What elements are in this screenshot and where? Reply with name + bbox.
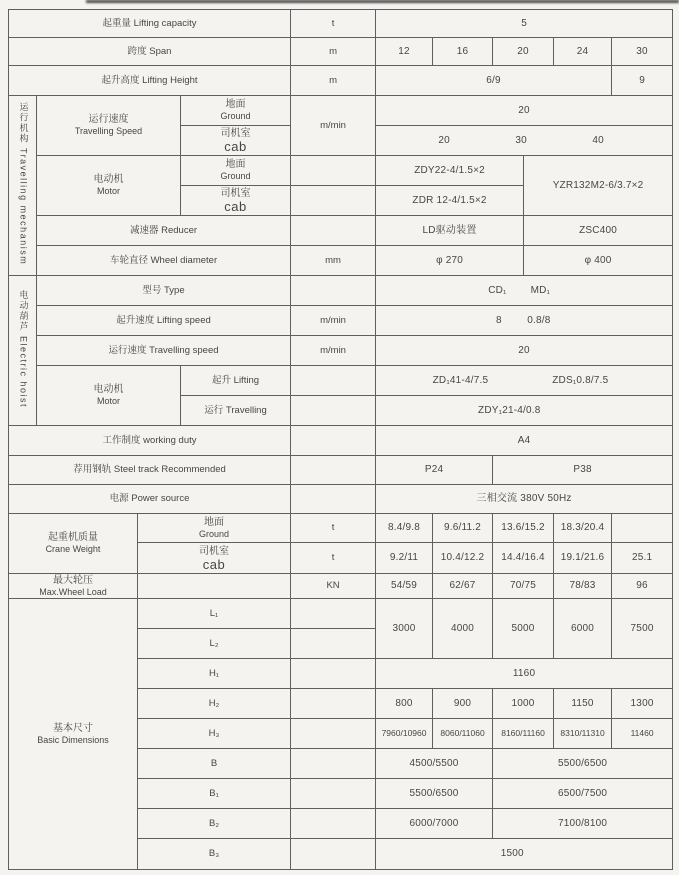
dim-H3-sublabel: H₃ bbox=[138, 719, 291, 749]
empty-unit-cell bbox=[291, 216, 376, 246]
max-wheel-load-value: 62/67 bbox=[433, 574, 493, 599]
max-wheel-load-value: 54/59 bbox=[376, 574, 433, 599]
dim-L-value: 6000 bbox=[554, 599, 612, 659]
crane-weight-cab-value: 14.4/16.4 bbox=[493, 543, 554, 574]
dim-L1-sublabel: L₁ bbox=[138, 599, 291, 629]
row-crane-weight-ground bbox=[9, 514, 673, 543]
dim-H2-value: 1000 bbox=[493, 689, 554, 719]
crane-weight-ground-value: 9.6/11.2 bbox=[433, 514, 493, 543]
scan-artifact-streak bbox=[86, 0, 679, 3]
lifting-height-last-value: 9 bbox=[612, 66, 673, 96]
steel-track-left-value: P24 bbox=[376, 456, 493, 485]
crane-weight-label: 起重机质量 Crane Weight bbox=[9, 514, 138, 574]
working-duty-value: A4 bbox=[376, 426, 673, 456]
dim-L-value: 7500 bbox=[612, 599, 673, 659]
row-lifting-capacity bbox=[9, 10, 673, 38]
reducer-label: 减速器 Reducer bbox=[37, 216, 291, 246]
row-max-wheel-load bbox=[9, 574, 673, 599]
steel-track-right-value: P38 bbox=[493, 456, 673, 485]
max-wheel-load-unit: KN bbox=[291, 574, 376, 599]
crane-weight-cab-value: 10.4/12.2 bbox=[433, 543, 493, 574]
hoist-lifting-speed-unit: m/min bbox=[291, 306, 376, 336]
lifting-height-main-value: 6/9 bbox=[376, 66, 612, 96]
cab-sublabel: 司机室 cab bbox=[138, 543, 291, 574]
empty-unit-cell bbox=[291, 186, 376, 216]
dim-H3-value: 8060/11060 bbox=[433, 719, 493, 749]
max-wheel-load-label: 最大轮压 Max.Wheel Load bbox=[9, 574, 138, 599]
hoist-type-label: 型号 Type bbox=[37, 276, 291, 306]
row-steel-track bbox=[9, 456, 673, 485]
dim-B1-sublabel: B₁ bbox=[138, 779, 291, 809]
row-dim-L1 bbox=[9, 599, 673, 629]
empty-unit-cell bbox=[291, 599, 376, 629]
empty-unit-cell bbox=[291, 839, 376, 870]
travel-motor-cab-value: ZDR 12-4/1.5×2 bbox=[376, 186, 524, 216]
span-value: 16 bbox=[433, 38, 493, 66]
lifting-height-unit: m bbox=[291, 66, 376, 96]
crane-weight-ground-value bbox=[612, 514, 673, 543]
lifting-capacity-label: 起重量 Lifting capacity bbox=[9, 10, 291, 38]
dim-B-right-value: 5500/6500 bbox=[493, 749, 673, 779]
hoist-motor-lifting-sublabel: 起升 Lifting bbox=[181, 366, 291, 396]
row-hoist-motor-lifting bbox=[9, 366, 673, 396]
wheel-diameter-unit: mm bbox=[291, 246, 376, 276]
dim-H2-value: 1300 bbox=[612, 689, 673, 719]
lifting-capacity-unit: t bbox=[291, 10, 376, 38]
travel-motor-ground-value: ZDY22-4/1.5×2 bbox=[376, 156, 524, 186]
dim-H2-value: 1150 bbox=[554, 689, 612, 719]
lifting-capacity-value: 5 bbox=[376, 10, 673, 38]
row-travel-motor-ground bbox=[9, 156, 673, 186]
max-wheel-load-value: 96 bbox=[612, 574, 673, 599]
dim-H2-value: 800 bbox=[376, 689, 433, 719]
steel-track-label: 荐用钢轨 Steel track Recommended bbox=[9, 456, 291, 485]
empty-unit-cell bbox=[291, 396, 376, 426]
reducer-left-value: LD驱动装置 bbox=[376, 216, 524, 246]
empty-unit-cell bbox=[291, 779, 376, 809]
cab-sublabel: 司机室 cab bbox=[181, 126, 291, 156]
empty-unit-cell bbox=[291, 156, 376, 186]
dim-H1-value: 1160 bbox=[376, 659, 673, 689]
span-value: 20 bbox=[493, 38, 554, 66]
max-wheel-load-value: 70/75 bbox=[493, 574, 554, 599]
section-electric-hoist bbox=[9, 276, 37, 426]
wheel-diameter-label: 车轮直径 Wheel diameter bbox=[37, 246, 291, 276]
span-label: 跨度 Span bbox=[9, 38, 291, 66]
dim-B2-right-value: 7100/8100 bbox=[493, 809, 673, 839]
empty-unit-cell bbox=[291, 659, 376, 689]
row-wheel-diameter bbox=[9, 246, 673, 276]
dim-B2-left-value: 6000/7000 bbox=[376, 809, 493, 839]
hoist-travelling-speed-label: 运行速度 Travelling speed bbox=[37, 336, 291, 366]
row-reducer bbox=[9, 216, 673, 246]
dim-H2-sublabel: H₂ bbox=[138, 689, 291, 719]
hoist-motor-label: 电动机 Motor bbox=[37, 366, 181, 426]
section-travelling-mechanism bbox=[9, 96, 37, 276]
hoist-lifting-speed-label: 起升速度 Lifting speed bbox=[37, 306, 291, 336]
row-travel-speed-ground bbox=[9, 96, 673, 126]
travel-motor-label: 电动机 Motor bbox=[37, 156, 181, 216]
dim-B1-right-value: 6500/7500 bbox=[493, 779, 673, 809]
span-value: 24 bbox=[554, 38, 612, 66]
power-source-label: 电源 Power source bbox=[9, 485, 291, 514]
row-span bbox=[9, 38, 673, 66]
empty-unit-cell bbox=[291, 719, 376, 749]
dim-H3-value: 11460 bbox=[612, 719, 673, 749]
crane-weight-cab-unit: t bbox=[291, 543, 376, 574]
empty-unit-cell bbox=[291, 629, 376, 659]
travel-speed-cab-values: 20 30 40 bbox=[376, 126, 673, 156]
crane-weight-ground-unit: t bbox=[291, 514, 376, 543]
empty-unit-cell bbox=[291, 366, 376, 396]
dim-B-left-value: 4500/5500 bbox=[376, 749, 493, 779]
crane-weight-ground-value: 8.4/9.8 bbox=[376, 514, 433, 543]
wheel-diameter-right-value: φ 400 bbox=[524, 246, 673, 276]
hoist-travelling-speed-value: 20 bbox=[376, 336, 673, 366]
empty-unit-cell bbox=[291, 809, 376, 839]
dim-B2-sublabel: B₂ bbox=[138, 809, 291, 839]
ground-sublabel: 地面 Ground bbox=[181, 156, 291, 186]
lifting-height-label: 起升高度 Lifting Height bbox=[9, 66, 291, 96]
dim-B3-value: 1500 bbox=[376, 839, 673, 870]
dim-B3-sublabel: B₃ bbox=[138, 839, 291, 870]
dim-B1-left-value: 5500/6500 bbox=[376, 779, 493, 809]
row-hoist-lifting-speed bbox=[9, 306, 673, 336]
dim-L-value: 3000 bbox=[376, 599, 433, 659]
travelling-speed-unit: m/min bbox=[291, 96, 376, 156]
empty-unit-cell bbox=[291, 689, 376, 719]
span-value: 12 bbox=[376, 38, 433, 66]
crane-weight-cab-value: 9.2/11 bbox=[376, 543, 433, 574]
power-source-value: 三相交流 380V 50Hz bbox=[376, 485, 673, 514]
crane-weight-ground-value: 18.3/20.4 bbox=[554, 514, 612, 543]
travel-speed-ground-value: 20 bbox=[376, 96, 673, 126]
travelling-speed-label: 运行速度 Travelling Speed bbox=[37, 96, 181, 156]
reducer-right-value: ZSC400 bbox=[524, 216, 673, 246]
empty-unit-cell bbox=[291, 456, 376, 485]
empty-unit-cell bbox=[291, 749, 376, 779]
section-travelling-mechanism-label: 运行机构 Travelling mechanism bbox=[18, 102, 29, 266]
dim-L-value: 4000 bbox=[433, 599, 493, 659]
row-power-source bbox=[9, 485, 673, 514]
row-lifting-height bbox=[9, 66, 673, 96]
cab-sublabel: 司机室 cab bbox=[181, 186, 291, 216]
crane-weight-ground-value: 13.6/15.2 bbox=[493, 514, 554, 543]
empty-sublabel-cell bbox=[138, 574, 291, 599]
working-duty-label: 工作制度 working duty bbox=[9, 426, 291, 456]
empty-unit-cell bbox=[291, 276, 376, 306]
section-electric-hoist-label: 电动葫芦 Electric hoist bbox=[18, 289, 29, 408]
max-wheel-load-value: 78/83 bbox=[554, 574, 612, 599]
dim-H3-value: 8160/11160 bbox=[493, 719, 554, 749]
span-value: 30 bbox=[612, 38, 673, 66]
wheel-diameter-left-value: φ 270 bbox=[376, 246, 524, 276]
dim-L-value: 5000 bbox=[493, 599, 554, 659]
hoist-lifting-speed-values: 8 0.8/8 bbox=[376, 306, 673, 336]
empty-unit-cell bbox=[291, 485, 376, 514]
hoist-type-values: CD₁ MD₁ bbox=[376, 276, 673, 306]
basic-dimensions-label: 基本尺寸 Basic Dimensions bbox=[9, 599, 138, 870]
row-hoist-type bbox=[9, 276, 673, 306]
hoist-motor-travelling-sublabel: 运行 Travelling bbox=[181, 396, 291, 426]
dim-L2-sublabel: L₂ bbox=[138, 629, 291, 659]
crane-weight-cab-value: 25.1 bbox=[612, 543, 673, 574]
span-unit: m bbox=[291, 38, 376, 66]
hoist-travelling-speed-unit: m/min bbox=[291, 336, 376, 366]
crane-weight-cab-value: 19.1/21.6 bbox=[554, 543, 612, 574]
row-hoist-travelling-speed bbox=[9, 336, 673, 366]
hoist-motor-travelling-value: ZDY₁21-4/0.8 bbox=[376, 396, 673, 426]
dim-H3-value: 8310/11310 bbox=[554, 719, 612, 749]
empty-unit-cell bbox=[291, 426, 376, 456]
hoist-motor-lifting-values: ZD₁41-4/7.5 ZDS₁0.8/7.5 bbox=[376, 366, 673, 396]
crane-spec-table bbox=[8, 9, 673, 870]
dim-H2-value: 900 bbox=[433, 689, 493, 719]
dim-H3-value: 7960/10960 bbox=[376, 719, 433, 749]
dim-B-sublabel: B bbox=[138, 749, 291, 779]
ground-sublabel: 地面 Ground bbox=[181, 96, 291, 126]
travel-motor-merged-value: YZR132M2-6/3.7×2 bbox=[524, 156, 673, 216]
dim-H1-sublabel: H₁ bbox=[138, 659, 291, 689]
ground-sublabel: 地面 Ground bbox=[138, 514, 291, 543]
row-working-duty bbox=[9, 426, 673, 456]
